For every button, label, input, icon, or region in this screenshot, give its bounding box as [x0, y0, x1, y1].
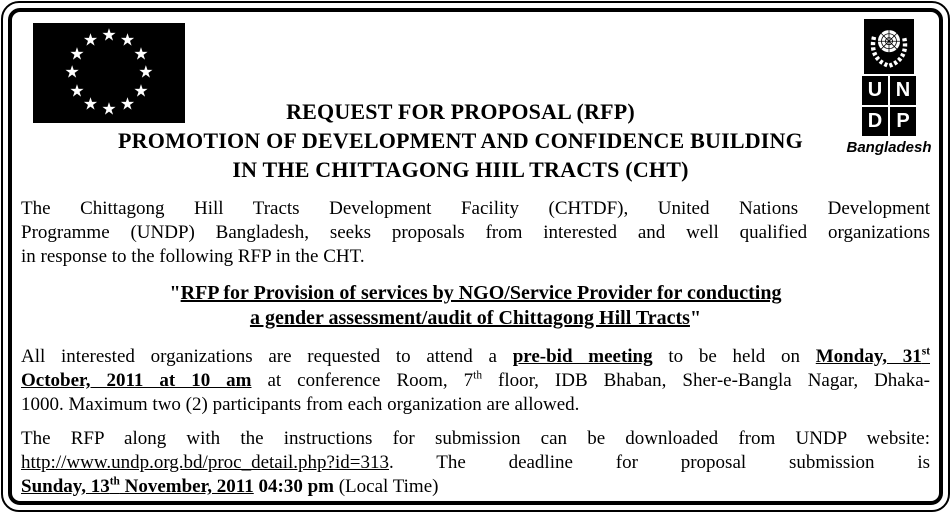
download-paragraph — [21, 427, 930, 499]
text-line — [21, 306, 930, 331]
text-line — [21, 245, 930, 269]
text-run: All interested organizations are requested to attend a — [21, 346, 513, 367]
eu-star-icon: ★ — [69, 81, 85, 101]
text-run: in response to the following RFP in the CHT. — [21, 246, 365, 267]
eu-star-icon: ★ — [119, 30, 136, 51]
eu-star-icon: ★ — [119, 94, 136, 115]
text-line — [21, 427, 930, 451]
eu-star-icon: ★ — [101, 25, 117, 46]
submission-time: 04:30 pm — [253, 476, 334, 497]
undp-country-label: Bangladesh — [846, 139, 932, 156]
text-line — [21, 345, 930, 369]
text-run: . The deadline for proposal submission is — [388, 452, 930, 473]
text-run: th — [473, 369, 483, 382]
undp-letter-d: D — [862, 107, 888, 136]
rfp-subject-line-1: RFP for Provision of services by NGO/Service Provider for conducting — [180, 282, 782, 304]
text-run: (Local Time) — [333, 476, 439, 497]
text-run: st — [921, 345, 930, 358]
text-run: The Chittagong Hill Tracts Development Facility (CHTDF), United Nations Development — [21, 198, 930, 219]
eu-star-icon: ★ — [69, 44, 85, 64]
eu-star-icon: ★ — [82, 94, 99, 115]
eu-star-icon: ★ — [133, 44, 149, 64]
eu-star-icon: ★ — [82, 30, 99, 51]
eu-star-icon: ★ — [133, 81, 149, 101]
title-line-1: REQUEST FOR PROPOSAL (RFP) — [286, 99, 635, 124]
rfp-download-url[interactable]: http://www.undp.org.bd/proc_detail.php?id=313 — [21, 452, 389, 473]
title-line-2: PROMOTION OF DEVELOPMENT AND CONFIDENCE BUILDING — [118, 128, 803, 153]
text-line — [21, 475, 930, 499]
text-run: to be held on — [652, 346, 816, 367]
text-run: Programme (UNDP) Bangladesh, seeks proposals from interested and well qualified organizations — [21, 222, 930, 243]
undp-letter-grid — [862, 76, 916, 136]
title-line-3: IN THE CHITTAGONG HIIL TRACTS (CHT) — [232, 157, 689, 182]
document-content — [12, 12, 939, 501]
text-line — [21, 197, 930, 221]
document-title — [21, 94, 900, 184]
eu-star-icon: ★ — [101, 99, 117, 120]
un-emblem-icon — [864, 19, 914, 74]
rfp-subject-line-2: a gender assessment/audit of Chittagong Hill Tracts — [249, 307, 690, 329]
eu-star-icon: ★ — [64, 62, 80, 83]
text-run: floor, IDB Bhaban, Sher-e-Bangla Nagar, Dhaka- — [482, 370, 931, 391]
text-run: at conference Room, 7 — [251, 370, 474, 391]
prebid-paragraph — [21, 345, 930, 417]
text-run: " — [169, 282, 181, 304]
undp-letter-p: P — [890, 107, 916, 136]
text-line — [21, 369, 930, 393]
text-run: November, 2011 — [119, 476, 254, 497]
meeting-date: Monday, 31 — [815, 346, 922, 367]
text-line — [21, 221, 930, 245]
meeting-date-continued: October, 2011 at 10 am — [21, 370, 252, 391]
text-line — [21, 281, 930, 306]
text-line — [21, 393, 930, 417]
rfp-subject-heading — [21, 281, 930, 331]
undp-logo — [846, 19, 932, 156]
text-run: The RFP along with the instructions for submission can be downloaded from UNDP website: — [21, 428, 930, 449]
eu-star-icon: ★ — [138, 62, 154, 83]
pre-bid-meeting-emphasis: pre-bid meeting — [512, 346, 653, 367]
text-run: th — [109, 475, 120, 488]
undp-letter-u: U — [862, 76, 888, 105]
undp-letter-n: N — [890, 76, 916, 105]
text-run: 1000. Maximum two (2) participants from each organization are allowed. — [21, 394, 580, 415]
submission-deadline: Sunday, 13 — [21, 476, 110, 497]
text-line — [21, 451, 930, 475]
intro-paragraph — [21, 197, 930, 269]
text-run: " — [689, 307, 702, 329]
document-header — [21, 17, 930, 183]
